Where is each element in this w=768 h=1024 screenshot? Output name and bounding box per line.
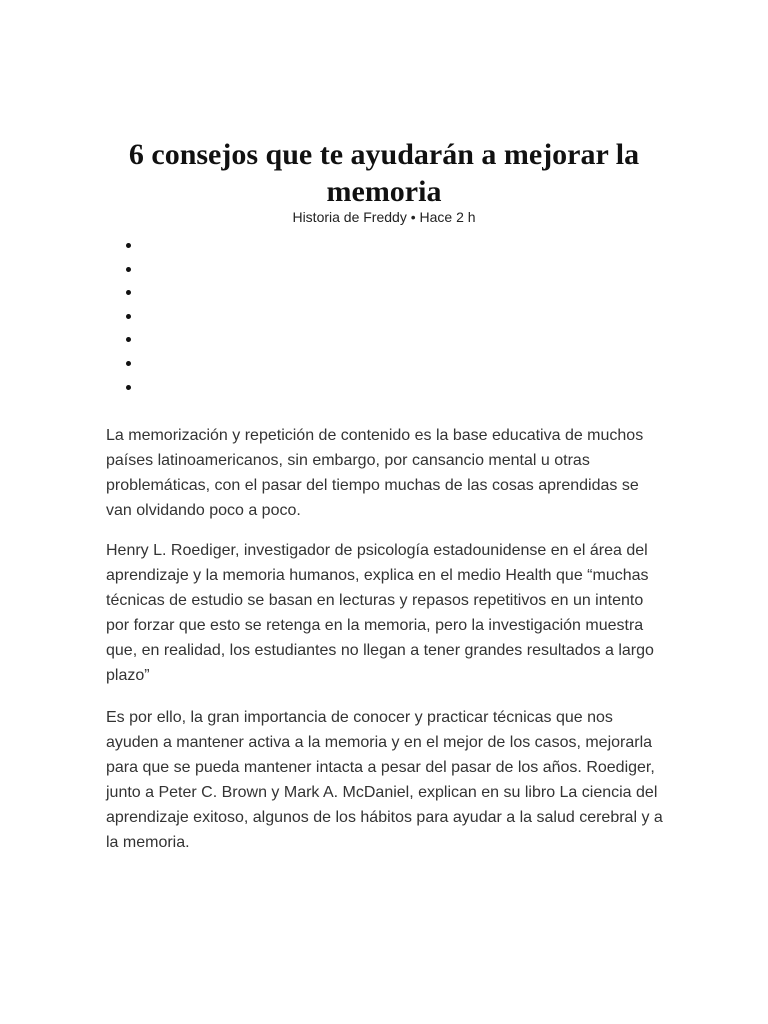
article-paragraph: Henry L. Roediger, investigador de psicología estadounidense en el área del aprendizaje y la memoria humanos, explica en el medio Health que “muchas técnicas de estudio se basan en lecturas y repasos repetitivos en un intento por forzar que esto se retenga en la memoria, pero la investigación muestra que, en realidad, los estudiantes no llegan a tener grandes resultados a largo plazo”	[106, 542, 654, 684]
article-byline: Historia de Freddy • Hace 2 h	[292, 209, 476, 225]
article-title: 6 consejos que te ayudarán a mejorar la memoria	[128, 138, 640, 208]
article-paragraph: La memorización y repetición de contenido es la base educativa de muchos países latinoamericanos, sin embargo, por cansancio mental u otras problemáticas, con el pasar del tiempo muchas de las cosas aprendidas se van olvidando poco a poco.	[106, 427, 644, 519]
article-paragraph: Es por ello, la gran importancia de conocer y practicar técnicas que nos ayuden a mantener activa a la memoria y en el mejor de los casos, mejorarla para que se pueda mantener intacta a pesar del pasar de los años. Roediger, junto a Peter C. Brown y Mark A. McDaniel, explican en su libro La ciencia del aprendizaje exitoso, algunos de los hábitos para ayudar a la salud cerebral y a la memoria.	[106, 709, 663, 851]
